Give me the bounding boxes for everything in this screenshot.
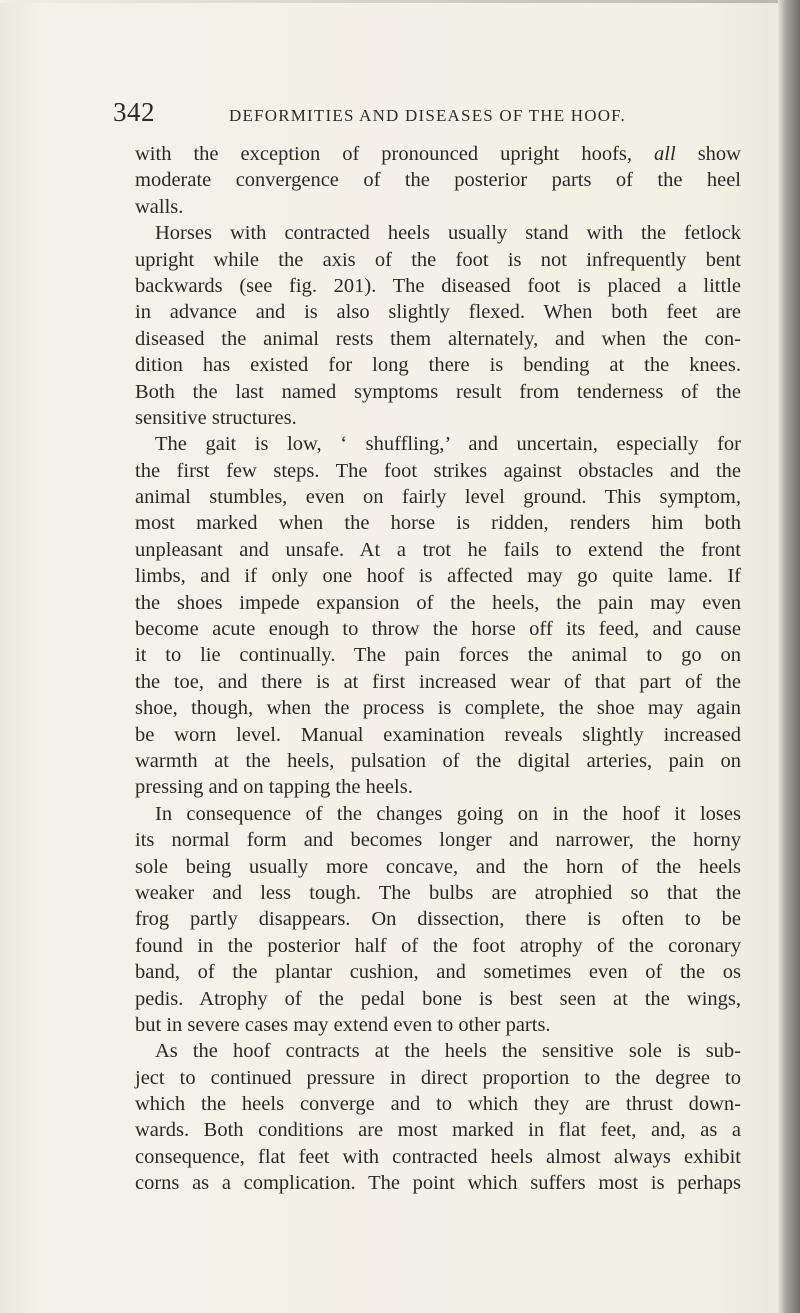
page-top-edge — [0, 0, 800, 3]
text-line — [135, 141, 741, 167]
text-segment: be worn level. Manual examination reveals slightly increased — [135, 723, 741, 746]
text-segment: the first few steps. The foot strikes against obstacles and the — [135, 459, 741, 482]
text-segment: the toe, and there is at first increased wear of that part of the — [135, 670, 741, 693]
text-segment: The gait is low, ‘ shuffling,’ and uncertain, especially for — [155, 433, 741, 456]
text-segment: ject to continued pressure in direct proportion to the degree to — [135, 1066, 741, 1089]
text-line — [135, 933, 741, 959]
text-line — [135, 194, 741, 220]
italic-text: all — [654, 143, 676, 165]
text-segment: weaker and less tough. The bulbs are atrophied so that the — [135, 881, 741, 904]
text-segment: show — [675, 143, 741, 165]
text-segment: wards. Both conditions are most marked in flat feet, and, as a — [135, 1119, 741, 1142]
text-line — [135, 299, 741, 325]
page-header — [113, 97, 753, 137]
running-title: DEFORMITIES AND DISEASES OF THE HOOF. — [229, 106, 626, 125]
text-segment: diseased the animal rests them alternately, and when the con- — [135, 327, 741, 350]
text-segment: corns as a complication. The point which suffers most is perhaps — [135, 1172, 741, 1195]
text-line — [135, 748, 741, 774]
text-line — [135, 1038, 741, 1064]
text-segment: animal stumbles, even on fairly level ground. This symptom, — [135, 486, 741, 509]
body-text — [135, 141, 741, 1197]
text-segment: consequence, flat feet with contracted heels almost always exhibit — [135, 1145, 741, 1168]
text-segment: In consequence of the changes going on in the hoof it loses — [155, 802, 741, 825]
text-line — [135, 774, 741, 800]
text-line — [135, 695, 741, 721]
text-line — [135, 537, 741, 563]
text-line — [135, 405, 741, 431]
page-number: 342 — [113, 97, 155, 127]
text-segment: shoe, though, when the process is complete, the shoe may again — [135, 697, 741, 720]
text-line — [135, 273, 741, 299]
text-line — [135, 880, 741, 906]
text-line — [135, 1117, 741, 1143]
page-binding-shadow — [778, 0, 800, 1313]
text-segment: with the exception of pronounced upright hoofs, — [135, 143, 655, 165]
text-segment: As the hoof contracts at the heels the sensitive sole is sub- — [155, 1040, 741, 1063]
text-segment: warmth at the heels, pulsation of the digital arteries, pain on — [135, 749, 741, 772]
text-segment: it to lie continually. The pain forces the animal to go on — [135, 644, 741, 667]
text-line — [135, 431, 741, 457]
text-segment: pedis. Atrophy of the pedal bone is best seen at the wings, — [135, 987, 741, 1010]
text-line — [135, 1091, 741, 1117]
text-line — [135, 722, 741, 748]
text-line — [135, 616, 741, 642]
text-line — [135, 986, 741, 1012]
text-line — [135, 220, 741, 246]
text-segment: moderate convergence of the posterior parts of the heel — [135, 169, 741, 192]
text-segment: its normal form and becomes longer and narrower, the horny — [135, 829, 741, 852]
text-segment: which the heels converge and to which they are thrust down- — [135, 1093, 741, 1116]
text-line — [135, 247, 741, 273]
text-segment: unpleasant and unsafe. At a trot he fails to extend the front — [135, 538, 741, 561]
text-line — [135, 1012, 741, 1038]
text-segment: limbs, and if only one hoof is affected may go quite lame. If — [135, 565, 741, 588]
text-segment: dition has existed for long there is bending at the knees. — [135, 354, 741, 377]
text-line — [135, 827, 741, 853]
text-line — [135, 1170, 741, 1196]
text-line — [135, 669, 741, 695]
text-line — [135, 458, 741, 484]
text-segment: sensitive structures. — [135, 406, 297, 429]
text-segment: become acute enough to throw the horse off its feed, and cause — [135, 618, 741, 641]
text-line — [135, 959, 741, 985]
text-line — [135, 642, 741, 668]
text-line — [135, 854, 741, 880]
text-line — [135, 1144, 741, 1170]
text-line — [135, 590, 741, 616]
text-segment: pressing and on tapping the heels. — [135, 776, 413, 799]
text-line — [135, 906, 741, 932]
text-segment: sole being usually more concave, and the horn of the heels — [135, 855, 741, 878]
text-segment: upright while the axis of the foot is not infrequently bent — [135, 248, 741, 271]
text-line — [135, 1065, 741, 1091]
text-segment: frog partly disappears. On dissection, there is often to be — [135, 908, 741, 931]
text-segment: Horses with contracted heels usually stand with the fetlock — [155, 222, 741, 245]
text-segment: the shoes impede expansion of the heels, the pain may even — [135, 591, 741, 614]
text-line — [135, 379, 741, 405]
text-segment: walls. — [135, 195, 184, 218]
text-segment: Both the last named symptoms result from tenderness of the — [135, 380, 741, 403]
text-line — [135, 326, 741, 352]
text-segment: backwards (see fig. 201). The diseased foot is placed a little — [135, 274, 741, 297]
text-line — [135, 484, 741, 510]
text-line — [135, 563, 741, 589]
text-line — [135, 352, 741, 378]
text-line — [135, 510, 741, 536]
text-segment: but in severe cases may extend even to other parts. — [135, 1013, 551, 1036]
text-line — [135, 801, 741, 827]
text-line — [135, 167, 741, 193]
text-segment: found in the posterior half of the foot atrophy of the coronary — [135, 934, 741, 957]
text-segment: band, of the plantar cushion, and sometimes even of the os — [135, 961, 741, 984]
text-segment: in advance and is also slightly flexed. When both feet are — [135, 301, 741, 324]
text-segment: most marked when the horse is ridden, renders him both — [135, 512, 741, 535]
